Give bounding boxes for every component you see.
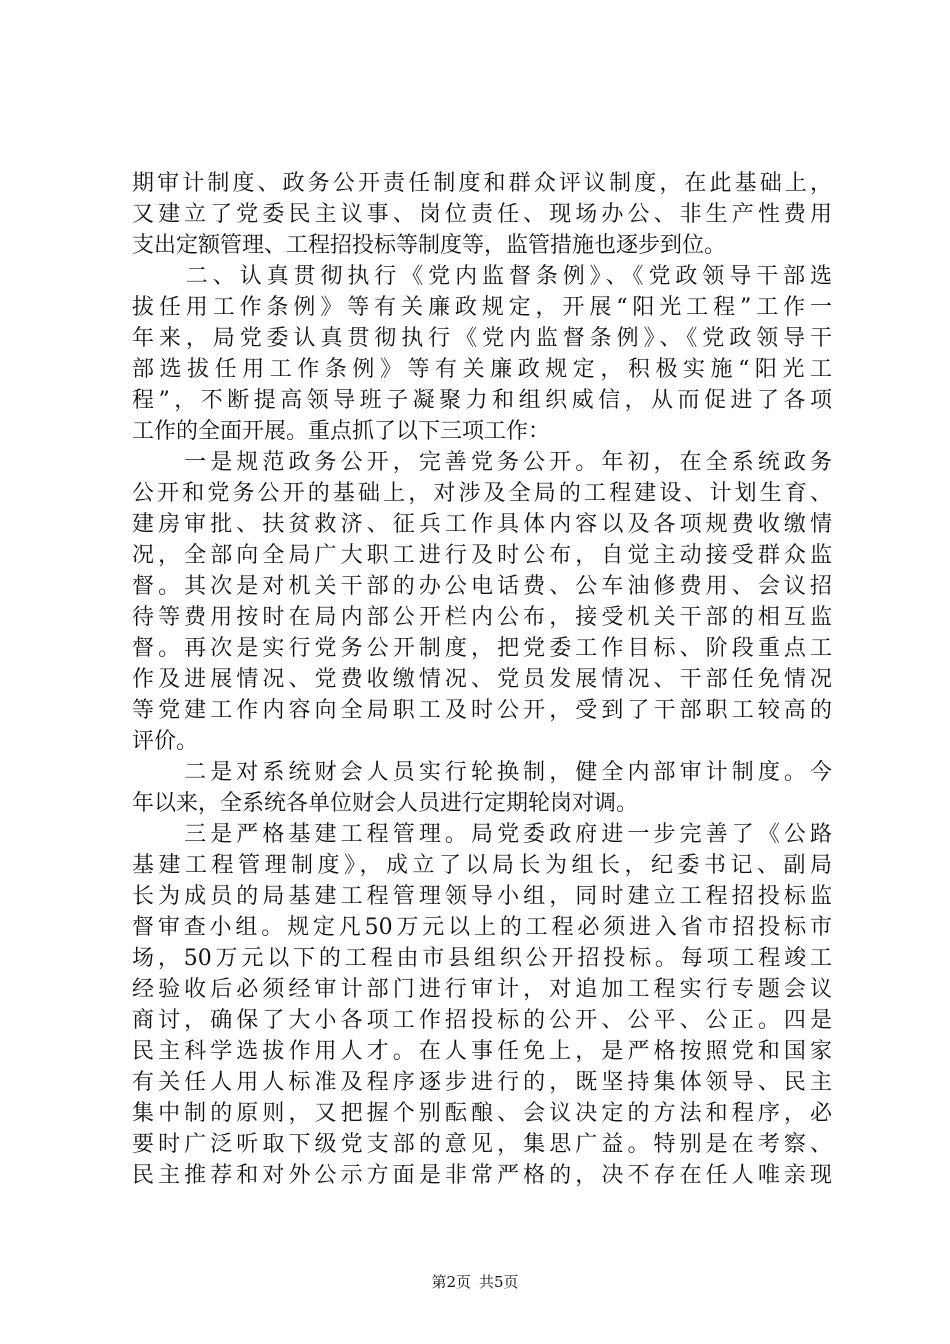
text-line: 工作的全面开展。重点抓了以下三项工作： [132, 419, 551, 444]
text-line: 场，50万元以下的工程由市县组织公开招投标。每项工程竣工 [132, 946, 832, 971]
text-line: 二、认真贯彻执行《党内监督条例》、《党政领导干部选 [132, 264, 832, 289]
text-line: 基建工程管理制度》，成立了以局长为组长，纪委书记、副局 [132, 853, 832, 878]
text-line: 集中制的原则，又把握个别酝酿、会议决定的方法和程序，必 [132, 1101, 832, 1126]
page-footer [0, 1272, 950, 1292]
body-text [132, 168, 832, 1191]
text-line: 商讨，确保了大小各项工作招投标的公开、公平、公正。四是 [132, 1008, 832, 1033]
text-line: 民主科学选拔作用人才。在人事任免上，是严格按照党和国家 [132, 1039, 832, 1064]
text-line: 有关任人用人标准及程序逐步进行的，既坚持集体领导、民主 [132, 1070, 832, 1095]
text-line: 待等费用按时在局内部公开栏内公布，接受机关干部的相互监 [132, 605, 832, 630]
text-line: 建房审批、扶贫救济、征兵工作具体内容以及各项规费收缴情 [132, 512, 832, 537]
text-line: 部选拔任用工作条例》等有关廉政规定，积极实施“阳光工 [132, 357, 832, 382]
text-line: 一是规范政务公开，完善党务公开。年初，在全系统政务 [132, 450, 832, 475]
text-line: 督。再次是实行党务公开制度，把党委工作目标、阶段重点工 [132, 636, 832, 661]
text-line: 民主推荐和对外公示方面是非常严格的，决不存在任人唯亲现 [132, 1163, 832, 1188]
text-line: 期审计制度、政务公开责任制度和群众评议制度，在此基础上， [132, 171, 832, 196]
text-line: 支出定额管理、工程招投标等制度等，监管措施也逐步到位。 [132, 233, 727, 258]
text-line: 督。其次是对机关干部的办公电话费、公车油修费用、会议招 [132, 574, 832, 599]
page-number: 第2页 [431, 1273, 471, 1291]
text-line: 公开和党务公开的基础上，对涉及全局的工程建设、计划生育、 [132, 481, 832, 506]
text-line: 拔任用工作条例》等有关廉政规定，开展“阳光工程”工作一 [132, 295, 832, 320]
text-line: 经验收后必须经审计部门进行审计，对追加工程实行专题会议 [132, 977, 832, 1002]
text-line: 评价。 [132, 729, 199, 754]
text-line: 年以来，全系统各单位财会人员进行定期轮岗对调。 [132, 791, 639, 816]
text-line: 长为成员的局基建工程管理领导小组，同时建立工程招投标监 [132, 884, 832, 909]
text-line: 二是对系统财会人员实行轮换制，健全内部审计制度。今 [132, 760, 832, 785]
text-line: 要时广泛听取下级党支部的意见，集思广益。特别是在考察、 [132, 1132, 832, 1157]
page-total: 共5页 [479, 1273, 519, 1291]
text-line: 督审查小组。规定凡50万元以上的工程必须进入省市招投标市 [132, 915, 832, 940]
text-line: 三是严格基建工程管理。局党委政府进一步完善了《公路 [132, 822, 832, 847]
text-line: 况，全部向全局广大职工进行及时公布，自觉主动接受群众监 [132, 543, 832, 568]
text-line: 程”，不断提高领导班子凝聚力和组织威信，从而促进了各项 [132, 388, 832, 413]
text-line: 年来，局党委认真贯彻执行《党内监督条例》、《党政领导干 [132, 326, 832, 351]
text-line: 作及进展情况、党费收缴情况、党员发展情况、干部任免情况 [132, 667, 832, 692]
text-line: 等党建工作内容向全局职工及时公开，受到了干部职工较高的 [132, 698, 832, 723]
text-line: 又建立了党委民主议事、岗位责任、现场办公、非生产性费用 [132, 202, 832, 227]
